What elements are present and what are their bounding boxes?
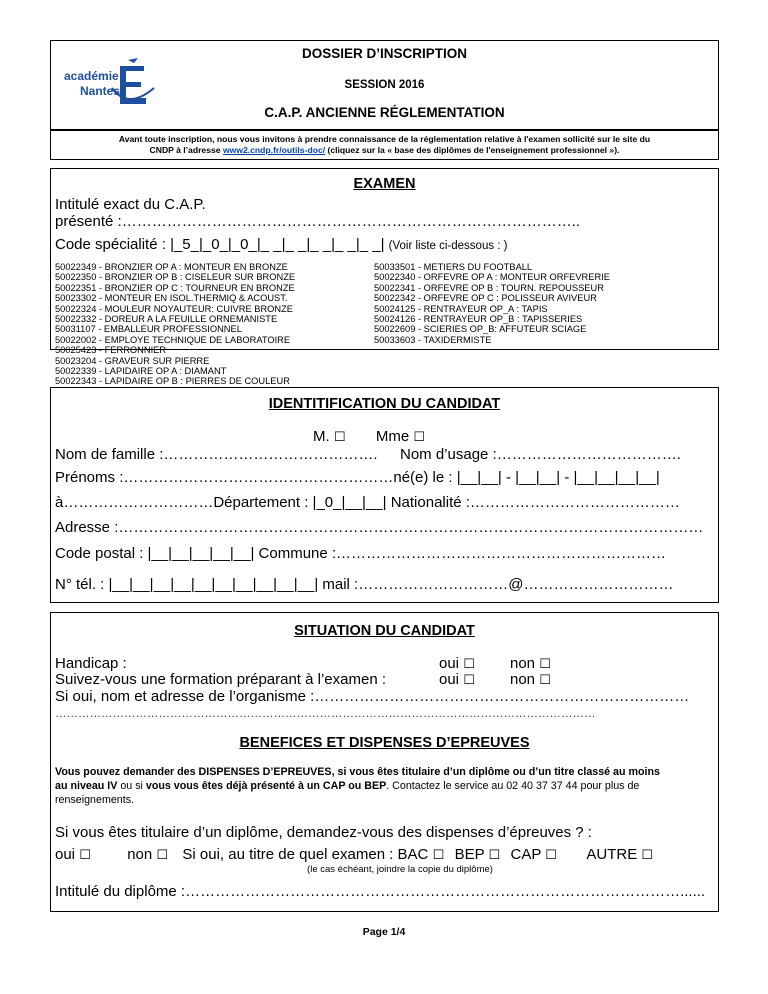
list-item: 50022339 - LAPIDAIRE OP A : DIAMANT — [55, 366, 227, 377]
dispense-question: Si vous êtes titulaire d’un diplôme, demandez-vous des dispenses d’épreuves ? : — [55, 824, 592, 841]
mme-label: Mme — [375, 428, 410, 445]
telephone-field[interactable]: N° tél. : |__|__|__|__|__|__|__|__|__|__| mail :…………………………@………………………… — [55, 576, 674, 593]
organisme-field[interactable]: Si oui, nom et adresse de l’organisme :………………………………………………………………… — [55, 688, 690, 705]
handicap-oui — [439, 655, 475, 672]
examen-title: EXAMEN — [353, 176, 416, 192]
list-item: 50022341 - ORFEVRE OP B : TOURN. REPOUSSEUR — [374, 282, 604, 293]
handicap-non — [510, 655, 551, 672]
notice-suffix: (cliquez sur la « base des diplômes de l'enseignement professionnel »). — [325, 145, 620, 155]
logo-word-nantes: Nantes — [80, 84, 121, 98]
dispense-non-checkbox[interactable]: ☐ — [156, 848, 169, 863]
m-label: M. — [313, 428, 330, 445]
nom-famille-field[interactable]: Nom de famille :……………………………………. — [55, 446, 378, 463]
adresse-field[interactable]: Adresse :……………………………………………………………………………………………………… — [55, 519, 704, 536]
presente-field[interactable]: présenté :……………………………………………………………………………….. — [55, 213, 581, 230]
specialite-list-left — [55, 262, 295, 387]
list-item: 50033603 - TAXIDERMISTE — [374, 334, 492, 345]
notice-line-1: Avant toute inscription, nous vous invitons à prendre connaissance de la réglementation relative à l'examen sollicité sur le site du — [118, 134, 651, 144]
notice-line-2 — [52, 145, 717, 155]
naissance-field[interactable]: à…………………………Département : |_0_|__|__| Nationalité :…………………………………… — [55, 494, 680, 511]
list-item: 50022349 - BRONZIER OP A : MONTEUR EN BRONZE — [55, 262, 288, 272]
oui-label: oui — [55, 846, 76, 863]
cap-checkbox[interactable]: ☐ — [545, 848, 557, 863]
handicap-non-checkbox[interactable]: ☐ — [539, 657, 551, 672]
list-item: 50022002 - EMPLOYE TECHNIQUE DE LABORATOIRE — [55, 334, 291, 345]
code-postal-field[interactable]: Code postal : |__|__|__|__|__| Commune :………………………………………………………… — [55, 545, 667, 562]
handicap-label: Handicap : — [55, 655, 127, 672]
benefices-line-3: renseignements. — [55, 794, 135, 806]
list-item: 50022609 - SCIERIES OP_B: AFFUTEUR SCIAGE — [374, 324, 587, 335]
dispense-oui-checkbox[interactable]: ☐ — [79, 848, 91, 863]
code-specialite-field[interactable] — [55, 236, 508, 253]
formation-non — [510, 671, 551, 688]
non-label: non — [510, 671, 536, 688]
specialite-list-right — [374, 262, 610, 345]
bep-label: BEP — [454, 846, 485, 863]
copie-note: (le cas échéant, joindre la copie du diplôme) — [307, 864, 493, 875]
handicap-oui-checkbox[interactable]: ☐ — [463, 657, 475, 672]
mme-checkbox[interactable]: ☐ — [413, 430, 426, 445]
benefices-line-1: Vous pouvez demander des DISPENSES D’EPREUVES, si vous êtes titulaire d’un diplôme ou d’un titre classé au moins — [55, 766, 660, 778]
situation-title: SITUATION DU CANDIDAT — [294, 623, 475, 639]
list-item: 50022351 - BRONZIER OP C : TOURNEUR EN BRONZE — [55, 282, 295, 293]
prenoms-field[interactable]: Prénoms :………………………………………………né(e) le : |__|__| - |__|__| - |__|__|__|__| — [55, 469, 660, 486]
si-oui-label: Si oui, au titre de quel examen : BAC — [182, 846, 429, 863]
nom-usage-field[interactable]: Nom d’usage :………………………………. — [400, 446, 681, 463]
list-item: 50031107 - EMBALLEUR PROFESSIONNEL — [55, 324, 242, 335]
oui-label: oui — [439, 655, 460, 672]
list-item: 50022350 - BRONZIER OP B : CISELEUR SUR BRONZE — [55, 272, 296, 283]
formation-oui — [439, 671, 475, 688]
formation-oui-checkbox[interactable]: ☐ — [463, 673, 475, 688]
list-item: 50033501 - METIERS DU FOOTBALL — [374, 262, 533, 272]
organisme-continuation[interactable]: …………………………………………………………………………………………………………………………… — [55, 708, 596, 720]
autre-label: AUTRE — [586, 846, 638, 863]
session-label: SESSION 2016 — [344, 79, 425, 91]
benefices-title: BENEFICES ET DISPENSES D’EPREUVES — [239, 735, 530, 751]
benefices-paragraph — [55, 765, 713, 807]
list-item: 50022324 - MOULEUR NOYAUTEUR: CUIVRE BRONZE — [55, 303, 293, 314]
list-item: 50023302 - MONTEUR EN ISOL.THERMIQ & ACOUST. — [55, 293, 288, 304]
cndp-link[interactable]: www2.cndp.fr/outils-doc/ — [222, 145, 326, 155]
code-specialite-boxes[interactable]: Code spécialité : |_5_|_0_|_0_|_ _|_ _|_ _|_ _|_ _| — [55, 236, 389, 253]
list-item: 50024125 - RENTRAYEUR OP_A : TAPIS — [374, 303, 548, 314]
page-title: DOSSIER D’INSCRIPTION — [301, 46, 468, 61]
list-item: 50024126 - RENTRAYEUR OP_B : TAPISSERIES — [374, 314, 583, 325]
page-number: Page 1/4 — [362, 926, 406, 938]
list-item: 50022332 - DOREUR A LA FEUILLE ORNEMANISTE — [55, 314, 278, 325]
dispense-options-row — [55, 846, 653, 863]
logo-word-academie: académie — [64, 69, 119, 83]
bac-checkbox[interactable]: ☐ — [432, 848, 445, 863]
code-note: (Voir liste ci-dessous : ) — [388, 240, 508, 252]
page-subtitle: C.A.P. ANCIENNE RÉGLEMENTATION — [264, 105, 505, 120]
list-item: 50023204 - GRAVEUR SUR PIERRE — [55, 355, 210, 366]
non-label: non — [510, 655, 536, 672]
list-item: 50025423 - FERRONNIER — [55, 345, 167, 356]
non-label: non — [127, 846, 153, 863]
formation-non-checkbox[interactable]: ☐ — [539, 673, 551, 688]
civilite-row — [313, 428, 425, 445]
academie-logo-graphic — [62, 58, 162, 110]
formation-label: Suivez-vous une formation préparant à l’examen : — [55, 671, 387, 688]
notice-prefix: CNDP à l’adresse — [149, 145, 223, 155]
list-item: 50022343 - LAPIDAIRE OP B : PIERRES DE COULEUR — [55, 376, 290, 387]
list-item: 50022340 - ORFEVRE OP A : MONTEUR ORFEVRERIE — [374, 272, 610, 283]
benefices-line-2: au niveau IV ou si vous vous êtes déjà présenté à un CAP ou BEP. Contactez le service au 02 40 37 37 44 pour plus de — [55, 780, 640, 792]
bep-checkbox[interactable]: ☐ — [488, 848, 501, 863]
academie-logo — [62, 58, 162, 110]
identification-title: IDENTITIFICATION DU CANDIDAT — [268, 396, 501, 412]
cap-label: CAP — [510, 846, 542, 863]
m-checkbox[interactable]: ☐ — [333, 430, 346, 445]
autre-checkbox[interactable]: ☐ — [641, 848, 654, 863]
intitule-label: Intitulé exact du C.A.P. — [55, 196, 206, 213]
oui-label: oui — [439, 671, 460, 688]
intitule-diplome-field[interactable]: Intitulé du diplôme :………………………………………………………………………………………...... — [55, 883, 706, 900]
list-item: 50022342 - ORFEVRE OP C : POLISSEUR AVIVEUR — [374, 293, 597, 304]
